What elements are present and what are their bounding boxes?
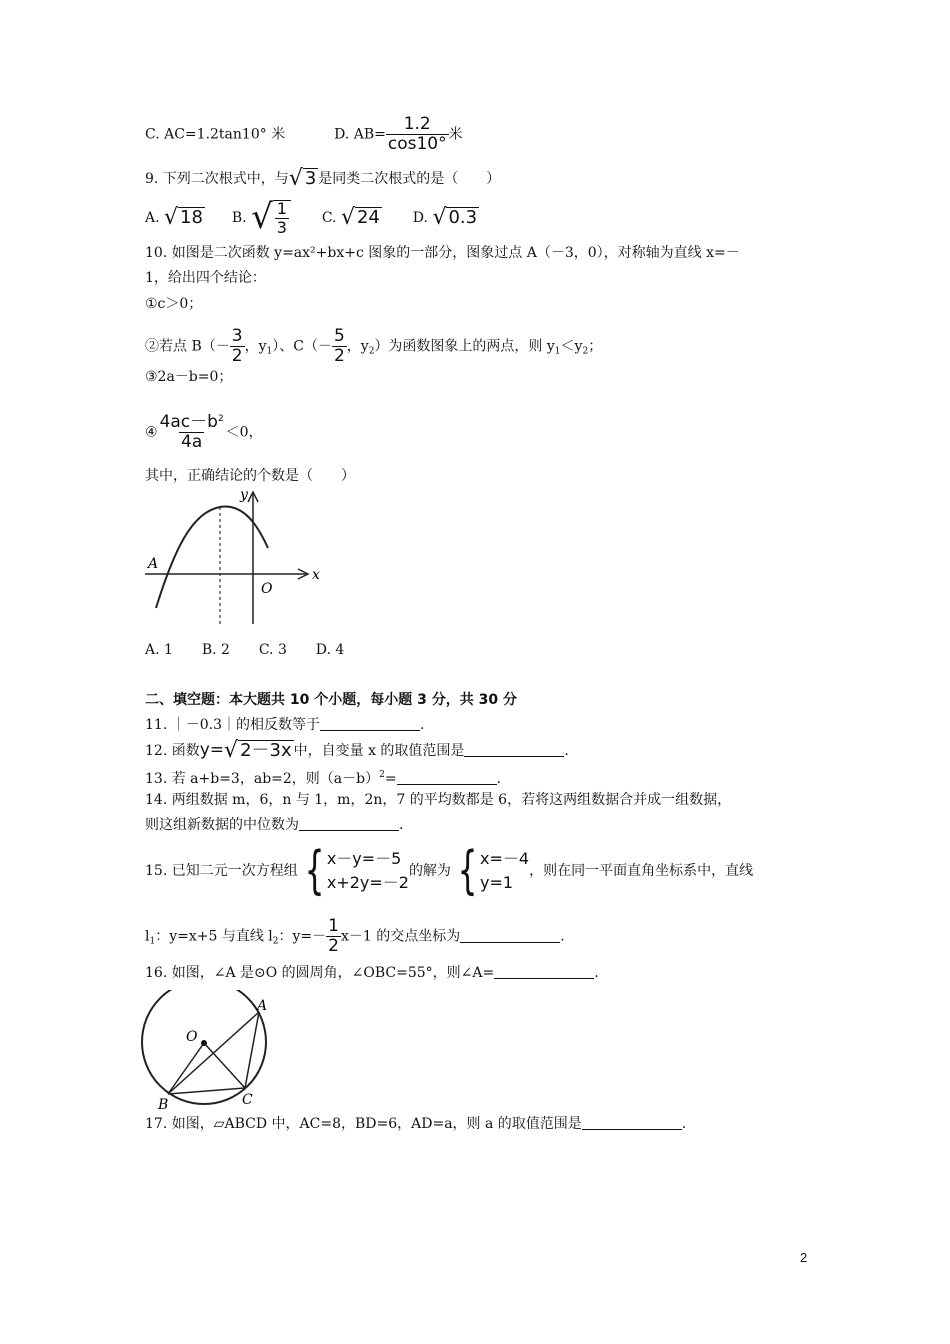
q10-label-o: O [261,581,273,597]
q8-option-d-unit: 米 [448,126,463,143]
q16-center-dot [201,1040,207,1046]
q10-conclusion-4: ④ $\frac{4ac-b^2}{4a}$ ＜0， [145,412,263,452]
q8-option-d-fraction: $\frac{1.2}{\cos 10^\circ}$ [387,114,447,154]
q10-parabola-curve [156,507,268,608]
q14-line2: 则这组新数据的中位数为 . [145,817,404,833]
q15-line2: $l_1$：y=x+5 与直线 $l_2$：y=－ $\frac{1}{2}$ x－1 的交点坐标为 . [145,916,565,956]
q9-option-b: B. √ $\frac{1}{3}$ [232,200,291,236]
q16-circle-figure [138,990,278,1110]
q9-option-d: D. √ 0.3 [412,205,478,230]
q11: 11. ｜－0.3｜的相反数等于 . [145,717,425,733]
q10-option-d: D. 4 [315,642,345,658]
q12-answer-blank[interactable] [464,742,564,757]
q8-option-c: C. AC=1.2tan10° 米 [145,126,286,143]
q13-answer-blank[interactable] [397,770,497,785]
q10-conclusion-1: ①c＞0； [145,296,203,312]
q16-label-a: A [257,998,268,1014]
q9-option-a: A. √ 18 [145,205,203,230]
q11-answer-blank[interactable] [320,716,420,731]
q14-line1: 14. 两组数据 m，6，n 与 1，m，2n，7 的平均数都是 6，若将这两组数据合并成一组数据， [145,792,732,808]
q10-label-a: A [148,556,159,572]
q9-radical: √ 3 [288,166,317,191]
q10-question: 其中，正确结论的个数是（ ） [145,468,355,484]
q10-option-b: B. 2 [201,642,230,658]
q15-solution-system: { x=－4 y=1 [457,841,530,901]
q16-label-o: O [186,1029,198,1045]
q16-circle [142,990,266,1104]
q16-label-b: B [158,1097,169,1110]
q15-line1: 15. 已知二元一次方程组 { x－y=－5 x+2y=－2 的解为 { x=－4 y=1 ，则在同一平面直角坐标系中，直线 [145,841,754,901]
q10-label-x: x [312,567,320,583]
q17: 17. 如图，▱ABCD 中，AC=8，BD=6，AD=a，则 a 的取值范围是 . [145,1116,687,1132]
q10-conclusion-2: ②若点 B（－ $\frac{3}{2}$ ，$y_1$）、C（－ $\frac{5}{2}$ ，$y_2$）为函数图象上的两点，则 $y_1<y_2$； [145,326,603,366]
q10-conclusion-3: ③2a－b=0； [145,369,233,385]
q10-label-y: y [240,487,248,503]
q16-label-c: C [242,1092,253,1108]
q16: 16. 如图，∠A 是⊙O 的圆周角，∠OBC=55°，则∠A= . [145,965,599,981]
q16-segment-oc [204,1043,245,1088]
q10-option-c: C. 3 [258,642,287,658]
page-number: 2 [800,1250,808,1265]
q15-answer-blank[interactable] [460,928,560,943]
q10-options [145,640,344,660]
q12: 12. 函数y= √ 2－3x 中，自变量 x 的取值范围是 . [145,738,569,763]
q14-answer-blank[interactable] [299,816,399,831]
q8-options-line [145,116,463,153]
q15-equation-system: { x－y=－5 x+2y=－2 [304,841,409,901]
q9-options [145,197,479,237]
section-2-title: 二、填空题：本大题共 10 个小题，每小题 3 分，共 30 分 [145,692,517,708]
q9-option-c: C. √ 24 [321,205,380,230]
q17-answer-blank[interactable] [582,1115,682,1130]
q16-answer-blank[interactable] [494,964,594,979]
q16-segment-ob [168,1043,204,1094]
q10-parabola-figure [140,482,330,632]
q8-option-d-label: D. AB= [334,126,386,143]
q9-stem: 9. 下列二次根式中，与 √ 3 是同类二次根式的是（ ） [145,166,501,191]
q16-segment-bc [168,1088,245,1094]
q10-stem-line1: 10. 如图是二次函数 y=ax²+bx+c 图象的一部分，图象过点 A（－3，0），对称轴为直线 x=－ [145,245,740,261]
q10-option-a: A. 1 [145,642,173,658]
q13: 13. 若 a+b=3，ab=2，则$(a-b)^2=$ . [145,770,502,787]
q10-stem-line2: 1，给出四个结论： [145,270,266,286]
